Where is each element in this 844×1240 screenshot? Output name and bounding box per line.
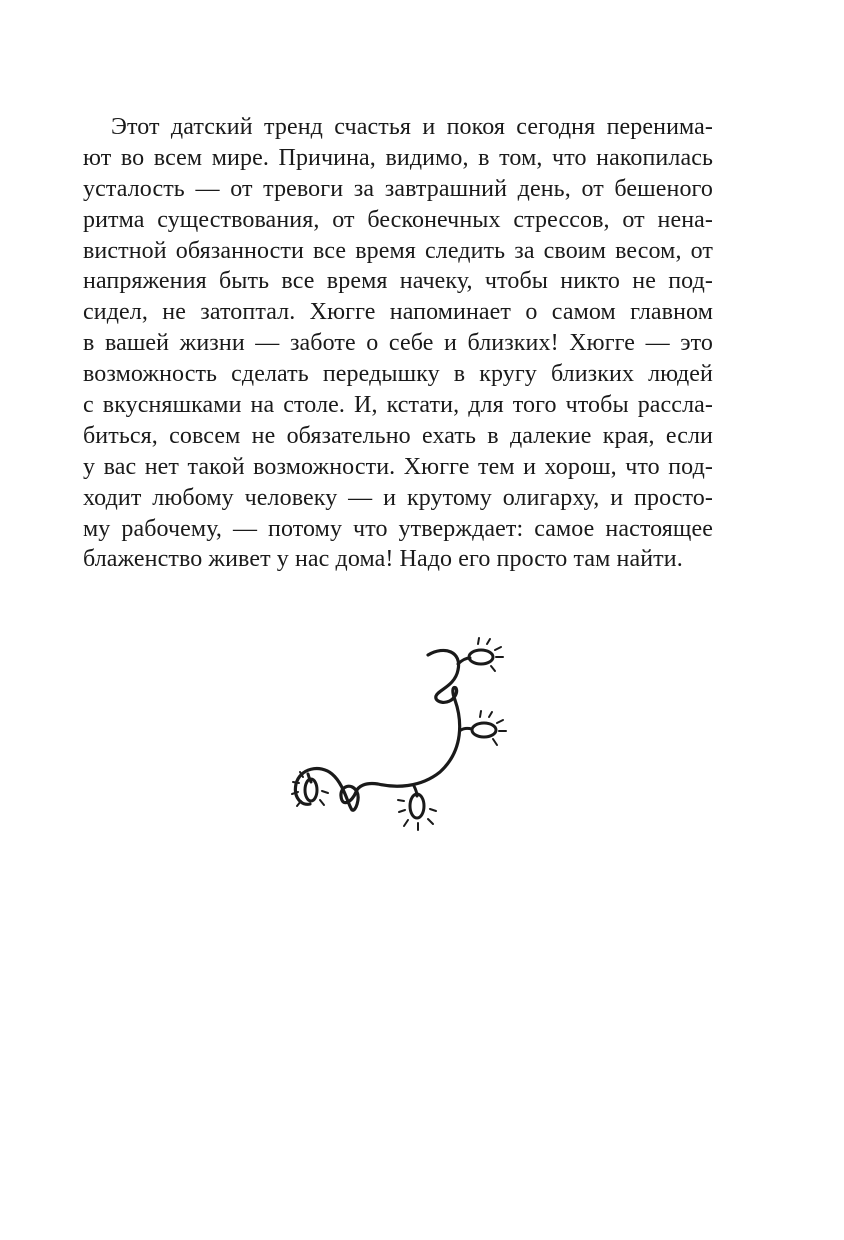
paragraph-line: биться, совсем не обязательно ехать в далекие края, если — [83, 422, 713, 449]
paragraph-line: в вашей жизни — заботе о себе и близких! Хюгге — это — [83, 330, 713, 357]
paragraph-line: возможность сделать передышку в кругу близких людей — [83, 361, 713, 388]
paragraph-line: му рабочему, — потому что утверждает: самое настоящее — [83, 515, 713, 542]
body-paragraph — [83, 112, 713, 575]
paragraph-line: вистной обязанности все время следить за своим весом, от — [83, 237, 713, 264]
paragraph-line: блаженство живет у нас дома! Надо его просто там найти. — [83, 546, 683, 573]
paragraph-line: напряжения быть все время начеку, чтобы никто не под- — [83, 268, 713, 295]
light-bulb-icon — [472, 711, 506, 745]
string-lights-garland-icon — [270, 625, 530, 840]
light-bulb-icon — [469, 638, 503, 671]
paragraph-line: ритма существования, от бесконечных стрессов, от нена- — [83, 206, 713, 233]
paragraph-line: Этот датский тренд счастья и покоя сегодня перенима- — [111, 114, 713, 140]
paragraph-line: усталость — от тревоги за завтрашний день, от бешеного — [83, 175, 713, 202]
paragraph-line: с вкусняшками на столе. И, кстати, для того чтобы рассла- — [83, 392, 713, 419]
paragraph-line: ют во всем мире. Причина, видимо, в том, что накопилась — [83, 144, 713, 171]
paragraph-line: у вас нет такой возможности. Хюгге тем и хорош, что под- — [83, 453, 713, 480]
light-bulb-icon — [398, 794, 436, 830]
paragraph-line: ходит любому человеку — и крутому олигарху, и просто- — [83, 484, 713, 511]
paragraph-line: сидел, не затоптал. Хюгге напоминает о самом главном — [83, 299, 713, 326]
